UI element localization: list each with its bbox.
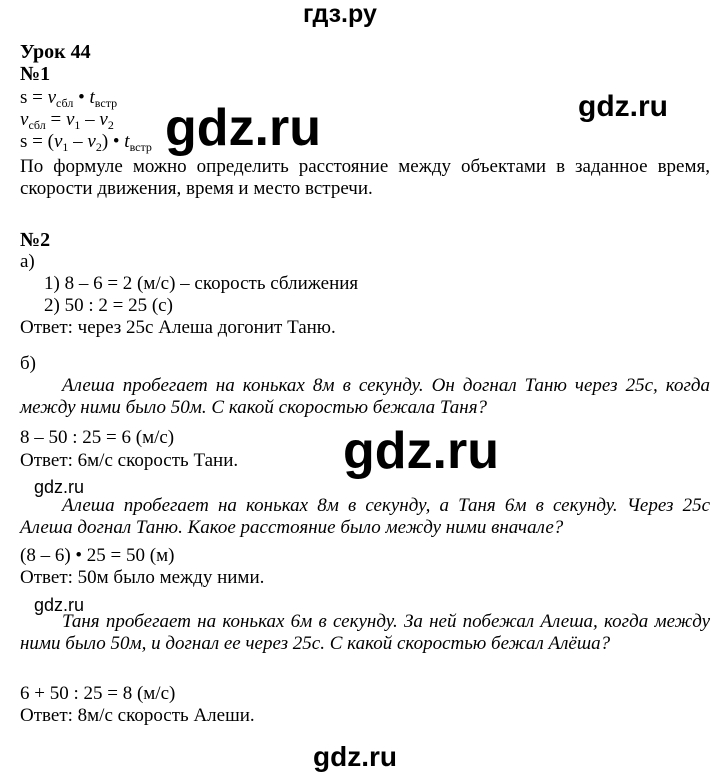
watermark-large-top: gdz.ru: [165, 99, 321, 157]
watermark-top-right: gdz.ru: [578, 90, 668, 123]
watermark-large-middle: gdz.ru: [343, 422, 499, 480]
part-a-answer: Ответ: через 25с Алеша догонит Таню.: [20, 317, 336, 338]
part-b-solution-1: 8 – 50 : 25 = 6 (м/с): [20, 427, 175, 448]
watermark-small-2: gdz.ru: [34, 595, 85, 615]
header-watermark: гдз.ру: [303, 0, 377, 28]
formula-2: $v_{сбл} = v_1 - v_2$: [20, 109, 114, 132]
footer-watermark: gdz.ru: [313, 741, 397, 772]
part-b-answer-2: Ответ: 50м было между ними.: [20, 567, 265, 588]
part-a-label: а): [20, 251, 35, 272]
lesson-title: Урок 44: [20, 41, 91, 63]
watermark-small-1: gdz.ru: [34, 477, 85, 497]
formula-1: $s = v_{сбл}$ • $t_{встр}$: [20, 87, 118, 110]
part-b-answer-3: Ответ: 8м/с скорость Алеши.: [20, 705, 255, 726]
part-b-solution-3: 6 + 50 : 25 = 8 (м/с): [20, 683, 176, 704]
part-b-solution-2: (8 – 6) • 25 = 50 (м): [20, 545, 175, 566]
part-b-label: б): [20, 353, 36, 374]
part-b-problem-3: Таня пробегает на коньках 6м в секунду. За ней побежал Алеша, когда между ними было 50м, и догнал ее через 25с. С какой скоростью бежал Алёша?: [20, 611, 710, 654]
task1-explanation: По формуле можно определить расстояние между объектами в заданное время, скорости движения, время и место встречи.: [20, 156, 710, 199]
task1-number: №1: [20, 63, 51, 85]
part-a-step-1: 1) 8 – 6 = 2 (м/с) – скорость сближения: [44, 273, 359, 294]
part-b-problem-2: Алеша пробегает на коньках 8м в секунду, а Таня 6м в секунду. Через 25с Алеша догнал Таню. Какое расстояние было между ними вначале?: [20, 495, 710, 538]
part-b-answer-1: Ответ: 6м/с скорость Тани.: [20, 450, 239, 471]
formula-3: $s = (v_1 - v_2)$ • $t_{встр}$: [20, 131, 152, 154]
task2-number: №2: [20, 229, 51, 251]
part-a-step-2: 2) 50 : 2 = 25 (с): [44, 295, 173, 316]
part-b-problem-1: Алеша пробегает на коньках 8м в секунду. Он догнал Таню через 25с, когда между ними было 50м. С какой скоростью бежала Таня?: [20, 375, 710, 418]
